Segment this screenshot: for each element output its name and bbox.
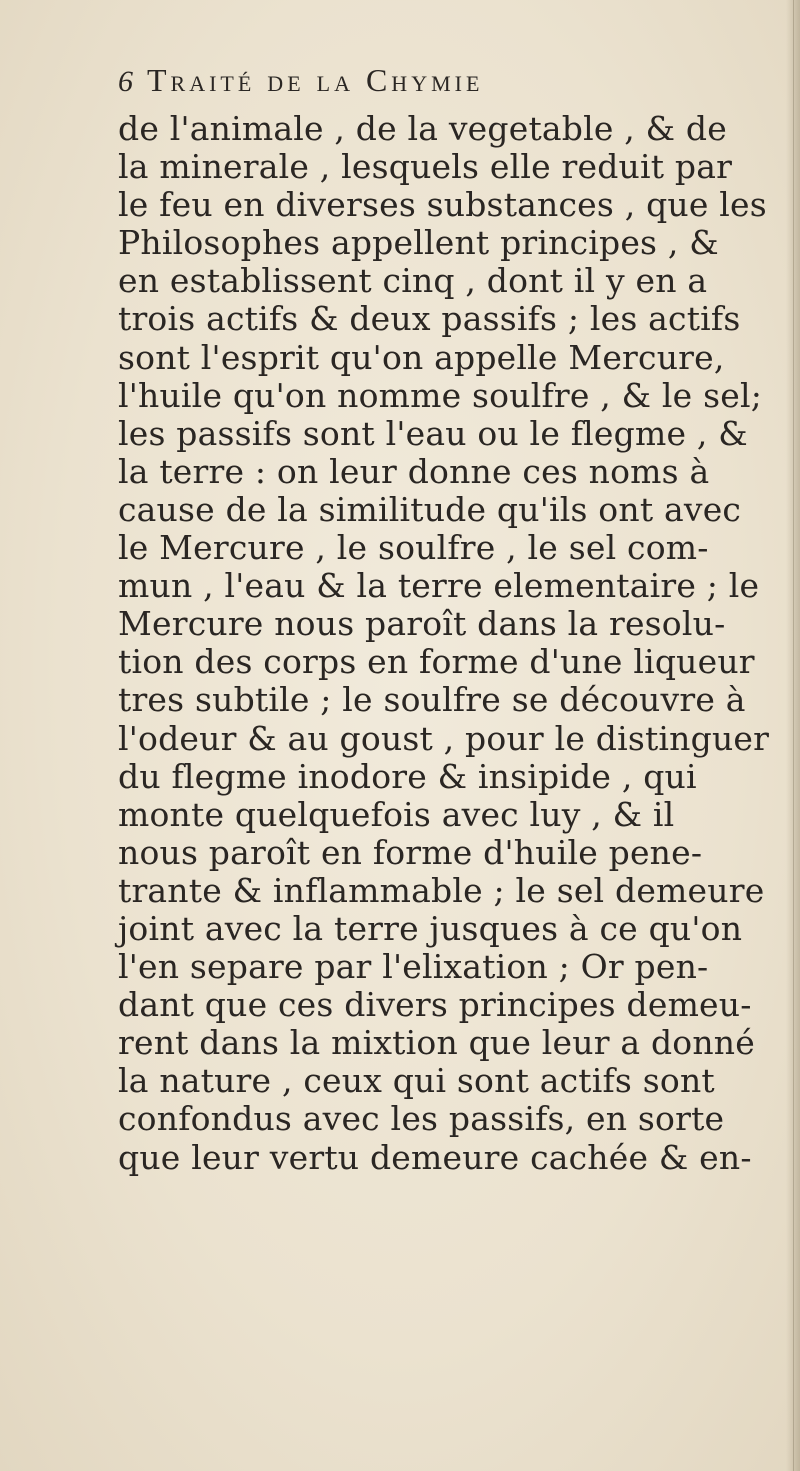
text-line: monte quelquefois avec luy , & il [118, 794, 675, 834]
text-line: tion des corps en forme d'une liqueur [118, 642, 755, 682]
text-line: la terre : on leur donne ces noms à [118, 451, 710, 491]
text-line: que leur vertu demeure cachée & en- [118, 1137, 752, 1177]
text-line: l'huile qu'on nomme soulfre , & le sel; [118, 375, 763, 415]
text-line: le Mercure , le soulfre , le sel com- [118, 528, 709, 568]
text-line: Philosophes appellent principes , & [118, 223, 719, 263]
text-line: joint avec la terre jusques à ce qu'on [118, 908, 743, 948]
text-line: dant que ces divers principes demeu- [118, 985, 752, 1025]
running-head [118, 62, 678, 106]
text-line: en establissent cinq , dont il y en a [118, 261, 708, 301]
running-title: Traité de la Chymie [147, 62, 484, 98]
text-line: la nature , ceux qui sont actifs sont [118, 1061, 715, 1101]
text-line: la minerale , lesquels elle reduit par [118, 147, 733, 187]
text-line: l'odeur & au goust , pour le distinguer [118, 718, 770, 758]
text-line: le feu en diverses substances , que les [118, 185, 767, 225]
text-line: sont l'esprit qu'on appelle Mercure, [118, 337, 725, 377]
page-number: 6 [118, 65, 133, 98]
text-line: trante & inflammable ; le sel demeure [118, 870, 765, 910]
text-line: rent dans la mixtion que leur a donné [118, 1023, 755, 1063]
text-line: trois actifs & deux passifs ; les actifs [118, 299, 741, 339]
body-text [118, 110, 798, 1177]
text-line: les passifs sont l'eau ou le flegme , & [118, 413, 748, 453]
text-line: nous paroît en forme d'huile pene- [118, 832, 703, 872]
text-line: confondus avec les passifs, en sorte [118, 1099, 725, 1139]
text-line: mun , l'eau & la terre elementaire ; le [118, 566, 760, 606]
text-line: du flegme inodore & insipide , qui [118, 756, 697, 796]
text-line: l'en separe par l'elixation ; Or pen- [118, 947, 709, 987]
text-line: Mercure nous paroît dans la resolu- [118, 604, 726, 644]
text-line: cause de la similitude qu'ils ont avec [118, 489, 742, 529]
text-line: tres subtile ; le soulfre se découvre à [118, 680, 746, 720]
text-line: de l'animale , de la vegetable , & de [118, 109, 727, 148]
